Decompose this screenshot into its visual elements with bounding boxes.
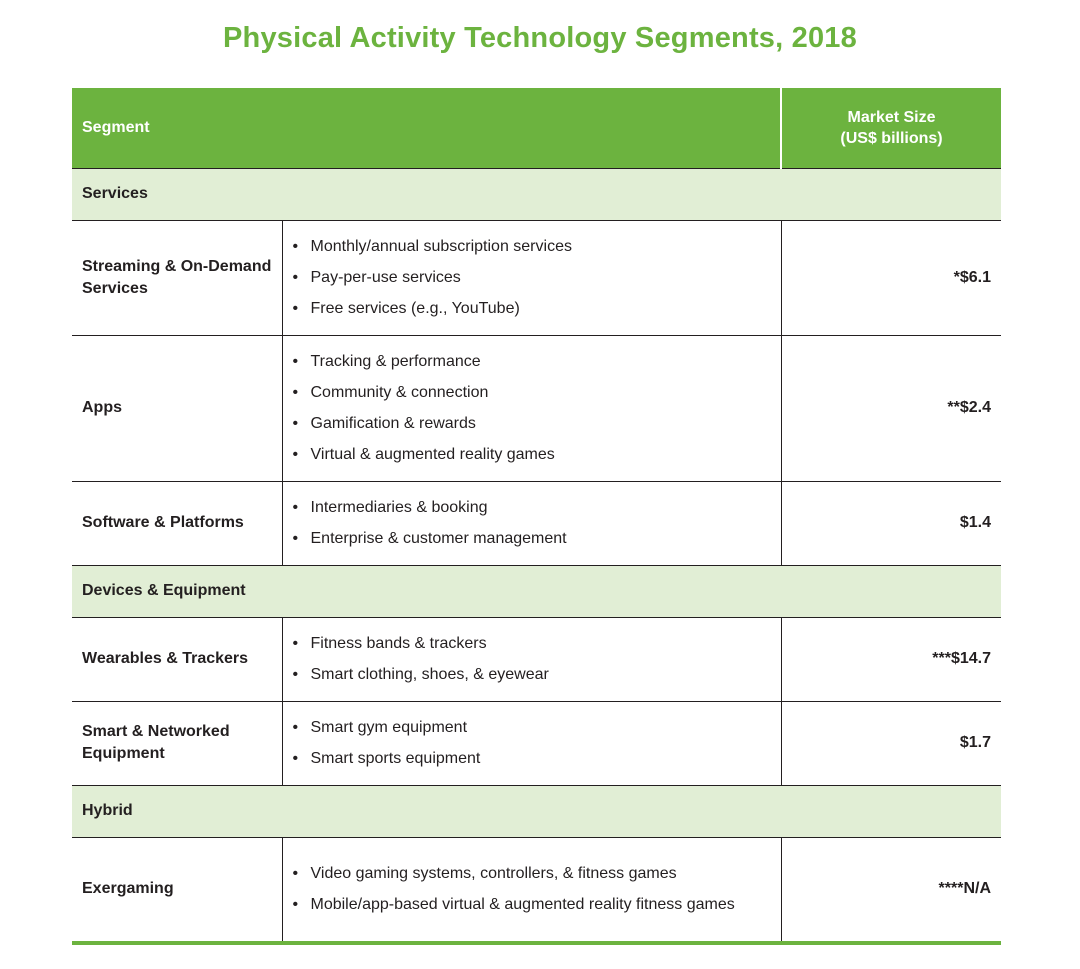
market-size-value: **$2.4	[781, 335, 1001, 481]
market-size-header-line1: Market Size	[847, 108, 936, 126]
list-item: • Free services (e.g., YouTube)	[291, 298, 771, 319]
category-label: Devices & Equipment	[72, 565, 1001, 617]
segment-items	[282, 481, 781, 565]
category-label: Hybrid	[72, 785, 1001, 837]
list-item: • Gamification & rewards	[291, 413, 771, 434]
list-item: • Smart gym equipment	[291, 717, 771, 738]
category-row-hybrid	[72, 785, 1001, 837]
market-size-value: *$6.1	[781, 220, 1001, 335]
segment-name: Software & Platforms	[72, 481, 282, 565]
page-title: Physical Activity Technology Segments, 2018	[223, 22, 857, 54]
list-item: • Intermediaries & booking	[291, 497, 771, 518]
segment-items	[282, 220, 781, 335]
segment-items	[282, 335, 781, 481]
segments-table	[72, 88, 1001, 945]
segment-items	[282, 701, 781, 785]
segment-name: Apps	[72, 335, 282, 481]
segment-name: Smart & Networked Equipment	[72, 701, 282, 785]
segment-header: Segment	[72, 88, 781, 168]
category-row-devices	[72, 565, 1001, 617]
list-item: • Virtual & augmented reality games	[291, 444, 771, 465]
segment-name: Streaming & On-Demand Services	[72, 220, 282, 335]
list-item: • Fitness bands & trackers	[291, 633, 771, 654]
header-row	[72, 88, 1001, 168]
segment-items	[282, 837, 781, 943]
market-size-value: $1.4	[781, 481, 1001, 565]
table-row-apps	[72, 335, 1001, 481]
list-item: • Mobile/app-based virtual & augmented reality fitness games	[291, 894, 771, 915]
table-row-smart-equipment	[72, 701, 1001, 785]
category-row-services	[72, 168, 1001, 220]
market-size-value: $1.7	[781, 701, 1001, 785]
market-size-value: ***$14.7	[781, 617, 1001, 701]
list-item: • Pay-per-use services	[291, 267, 771, 288]
list-item: • Enterprise & customer management	[291, 528, 771, 549]
list-item: • Monthly/annual subscription services	[291, 236, 771, 257]
table-row-streaming	[72, 220, 1001, 335]
table-row-wearables	[72, 617, 1001, 701]
market-size-value: ****N/A	[781, 837, 1001, 943]
table-row-software	[72, 481, 1001, 565]
market-size-header	[781, 88, 1001, 168]
list-item: • Tracking & performance	[291, 351, 771, 372]
segment-name: Exergaming	[72, 837, 282, 943]
category-label: Services	[72, 168, 1001, 220]
segment-name: Wearables & Trackers	[72, 617, 282, 701]
list-item: • Video gaming systems, controllers, & fitness games	[291, 863, 771, 884]
table-row-exergaming	[72, 837, 1001, 943]
list-item: • Smart sports equipment	[291, 748, 771, 769]
segment-items	[282, 617, 781, 701]
list-item: • Smart clothing, shoes, & eyewear	[291, 664, 771, 685]
list-item: • Community & connection	[291, 382, 771, 403]
market-size-header-line2: (US$ billions)	[840, 129, 943, 147]
